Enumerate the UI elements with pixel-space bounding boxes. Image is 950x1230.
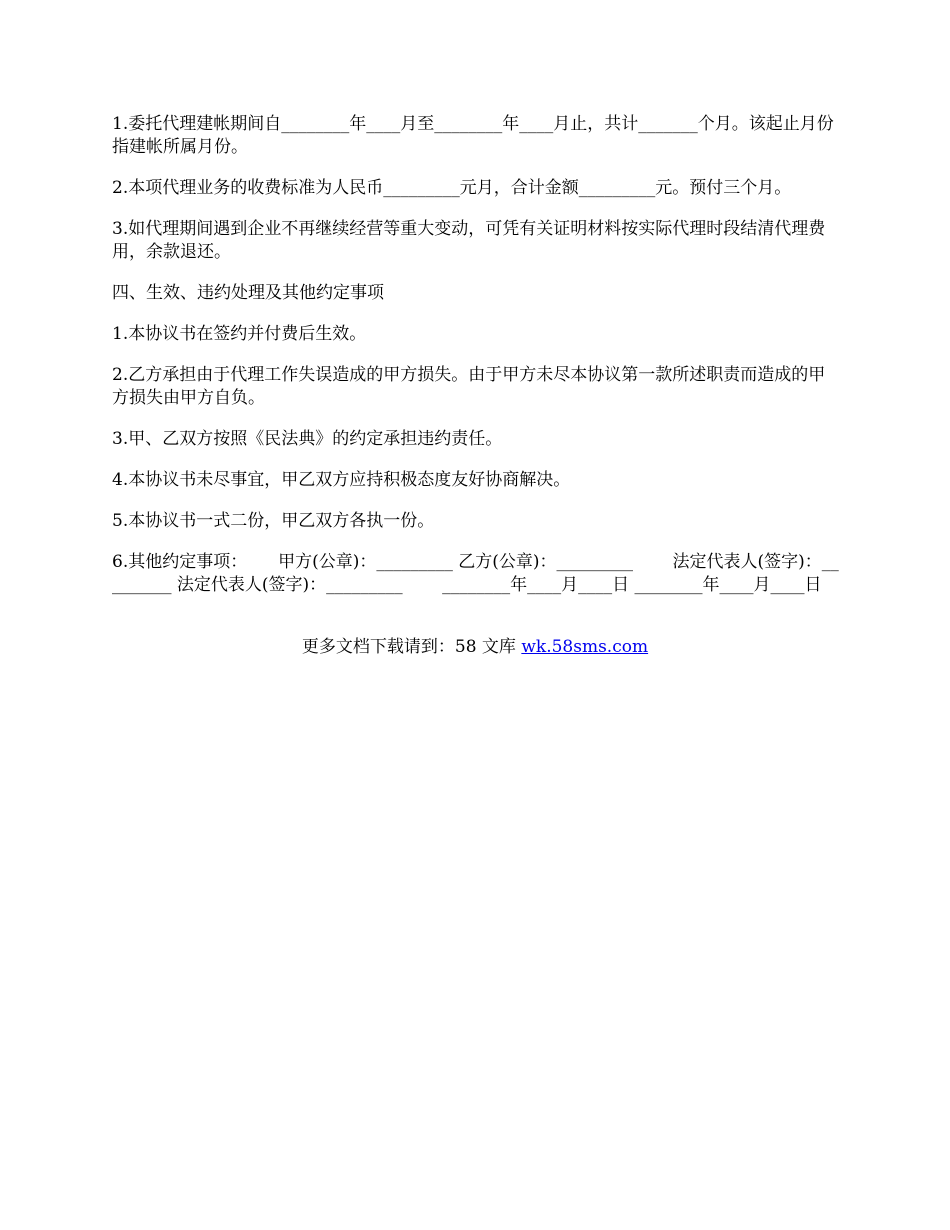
section-heading-effectiveness: 四、生效、违约处理及其他约定事项: [112, 283, 384, 303]
footer-link[interactable]: wk.58sms.com: [521, 637, 649, 657]
paragraph-breach: 3.甲、乙双方按照《民法典》的约定承担违约责任。: [112, 429, 503, 449]
paragraph-signatures: 6.其他约定事项： 甲方(公章)：_________ 乙方(公章)：_________ 法定代表人(签字)：_________ 法定代表人(签字)：_________ ________年____月____日 ________年____月____日: [112, 552, 839, 595]
paragraph-unresolved-matters: 4.本协议书未尽事宜，甲乙双方应持积极态度友好协商解决。: [112, 470, 571, 490]
paragraph-effective-condition: 1.本协议书在签约并付费后生效。: [112, 324, 367, 344]
footer-download-note: [0, 636, 950, 659]
document-body: [112, 113, 842, 615]
paragraph-copies: 5.本协议书一式二份，甲乙双方各执一份。: [112, 511, 435, 531]
footer-text: 更多文档下载请到：58 文库: [301, 637, 522, 657]
paragraph-liability: 2.乙方承担由于代理工作失误造成的甲方损失。由于甲方未尽本协议第一款所述职责而造成的甲方损失由甲方自负。: [112, 365, 826, 408]
paragraph-fee-standard: 2.本项代理业务的收费标准为人民币_________元月，合计金额_________元。预付三个月。: [112, 178, 792, 198]
paragraph-term-period: 1.委托代理建帐期间自________年____月至________年____月止，共计_______个月。该起止月份指建帐所属月份。: [112, 114, 834, 157]
paragraph-early-termination: 3.如代理期间遇到企业不再继续经营等重大变动，可凭有关证明材料按实际代理时段结清代理费用，余款退还。: [112, 219, 826, 262]
